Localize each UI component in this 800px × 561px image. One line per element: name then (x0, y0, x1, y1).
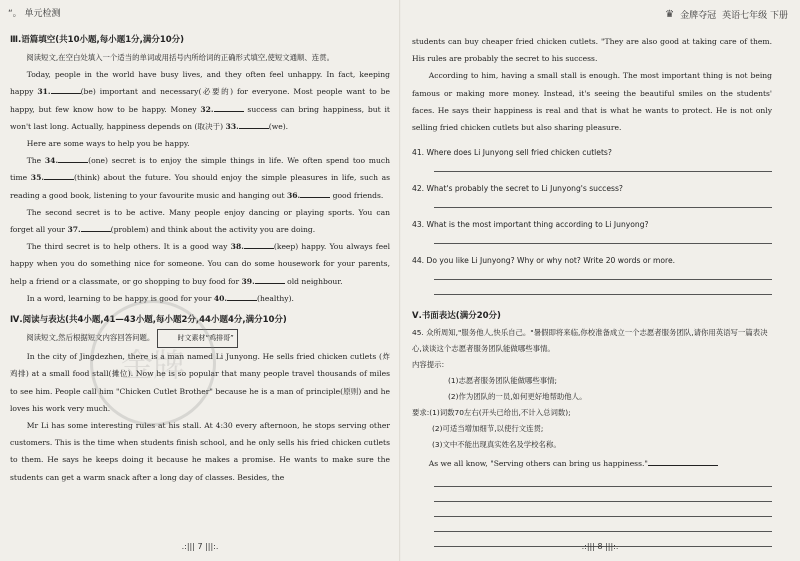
answer-blank[interactable] (227, 292, 257, 301)
answer-blank[interactable] (51, 85, 81, 94)
page-number-right: .:||| 8 |||:. (581, 542, 619, 551)
reading-paragraph: In the city of Jingdezhen, there is a man named Li Junyong. He sells fried chicken cutlets (炸鸡排) at a small food stall(摊位). Now he is so popular that many people travel thousands of miles to see him. People call him "Chicken Cutlet Brother" because he is a man of principle(原则) and he loves his work very much. (10, 352, 390, 413)
watermark-seal: 金牌 (90, 300, 216, 426)
hint-item: (2)作为团队的一员,如何更好地帮助他人。 (448, 392, 587, 402)
answer-blank[interactable] (255, 275, 285, 284)
requirement-item: (3)文中不能出现真实姓名及学校名称。 (432, 440, 561, 450)
question-42: 42. What's probably the secret to Li Junyong's success? (412, 184, 623, 194)
left-content (10, 33, 390, 486)
reading-paragraph: According to him, having a small stall is enough. The most important thing is not being famous or making more money. Instead, it's seeing the beautiful smiles on the students' faces. He says their happiness is real and that is what he wants to protect. He is not only selling fried chicken cutlets but also sharing pleasure. (412, 71, 772, 133)
section-4-instructions: 阅读短文,然后根据短文内容回答问题。 时文素材“鸡排哥” (10, 329, 390, 348)
page-ornament-icon: .:||| (581, 542, 595, 551)
section-5-title: Ⅴ.书面表达(满分20分) (412, 311, 501, 322)
passage-paragraph: The third secret is to help others. It is a good way 38. (keep) happy. You always feel happy when you do something nice for someone. You can do some housework for your parents, help a friend or a classmate, or go shopping to buy food for 39. old neighbour. (10, 242, 391, 286)
hint-title: 内容提示: (412, 360, 445, 370)
answer-line[interactable] (434, 280, 772, 295)
topic-tag: 时文素材“鸡排哥” (157, 329, 238, 348)
hint-item: (1)志愿者服务团队能做哪些事情; (448, 376, 558, 386)
answer-line[interactable] (434, 193, 772, 208)
passage-paragraph: In a word, learning to be happy is good for your 40. (healthy). (26, 293, 294, 303)
passage-paragraph: Here are some ways to help you be happy. (26, 139, 190, 149)
page-ornament-icon: .:||| (181, 542, 195, 551)
unit-test-header: “。 单元检测 (8, 9, 61, 19)
passage-paragraph: Today, people in the world have busy lives, and they often feel unhappy. In fact, keeping happy 31. (be) important and necessary(必要的) for everyone. Most people want to be happy, but few know how to be happy. Money 32. success can bring happiness, but it won't last long. Actually, happiness depends on (取决于) 33. (we). (10, 70, 391, 131)
answer-line[interactable] (434, 157, 772, 172)
brand-header: ♛ 金牌夺冠 英语七年级 下册 (665, 9, 788, 21)
section-3-instructions: 阅读短文,在空白处填入一个适当的单词或用括号内所给词的正确形式填空,使短文通顺、连贯。 (26, 53, 334, 62)
section-3-title: Ⅲ.语篇填空(共10小题,每小题1分,满分10分) (10, 35, 185, 45)
answer-blank[interactable] (214, 103, 244, 112)
answer-blank[interactable] (244, 240, 274, 249)
question-41: 41. Where does Li Junyong sell fried chicken cutlets? (412, 148, 612, 158)
answer-line[interactable] (434, 487, 772, 502)
quote-mark-icon: “。 (8, 9, 22, 19)
answer-line[interactable] (434, 229, 772, 244)
page-ornament-icon: |||:. (205, 542, 219, 551)
answer-blank[interactable] (58, 154, 88, 163)
answer-line[interactable] (434, 502, 772, 517)
page-number-left: .:||| 7 |||:. (181, 542, 219, 551)
crown-icon: ♛ (665, 9, 675, 20)
requirements: 要求:(1)词数70左右(开头已给出,不计入总词数); (412, 408, 571, 418)
passage-paragraph: The 34. (one) secret is to enjoy the simple things in life. We often spend too much time 35. (think) about the future. You should enjoy the simple pleasures in life, such as reading a good book, listening to your favourite music and hanging out 36. good friends. (10, 156, 390, 200)
reading-paragraph: Mr Li has some interesting rules at his stall. At 4:30 every afternoon, he stops serving other customers. This is the time when students finish school, and he only sells his fried chicken cutlets to them. He says he keeps doing it because he makes a promise. He wants to make sure the students can get a warm snack after a long day of classes. Besides, the (10, 421, 390, 482)
section-4-title: Ⅳ.阅读与表达(共4小题,41—43小题,每小题2分,44小题4分,满分10分) (10, 315, 287, 326)
right-page (400, 0, 800, 561)
answer-blank[interactable] (81, 223, 111, 232)
answer-blank[interactable] (239, 120, 269, 129)
answer-blank[interactable] (300, 189, 330, 198)
passage-paragraph: The second secret is to be active. Many people enjoy dancing or playing sports. You can forget all your 37. (problem) and think about the activity you are doing. (10, 207, 390, 235)
reading-paragraph: students can buy cheaper fried chicken cutlets. "They are also good at taking care of them. His rules are probably the secret to his success. (412, 37, 772, 64)
page-ornament-icon: |||:. (605, 542, 619, 551)
answer-line[interactable] (434, 517, 772, 532)
essay-opening: As we all know, "Serving others can bring us happiness." (412, 455, 772, 472)
right-content (412, 33, 772, 547)
answer-line[interactable] (434, 265, 772, 280)
answer-blank[interactable] (44, 171, 74, 180)
requirement-item: (2)可适当增加细节,以使行文连贯; (432, 424, 544, 434)
answer-blank[interactable] (648, 457, 718, 466)
question-43: 43. What is the most important thing according to Li Junyong? (412, 220, 649, 230)
writing-prompt: 45. 众所周知,"服务他人,快乐自己。"暑假即将来临,你校准备成立一个志愿者服务团队,请你用英语写一篇表决心,谈谈这个志愿者服务团队能做哪些事情。 (412, 328, 768, 354)
answer-line[interactable] (434, 472, 772, 487)
question-44: 44. Do you like Li Junyong? Why or why not? Write 20 words or more. (412, 256, 676, 266)
